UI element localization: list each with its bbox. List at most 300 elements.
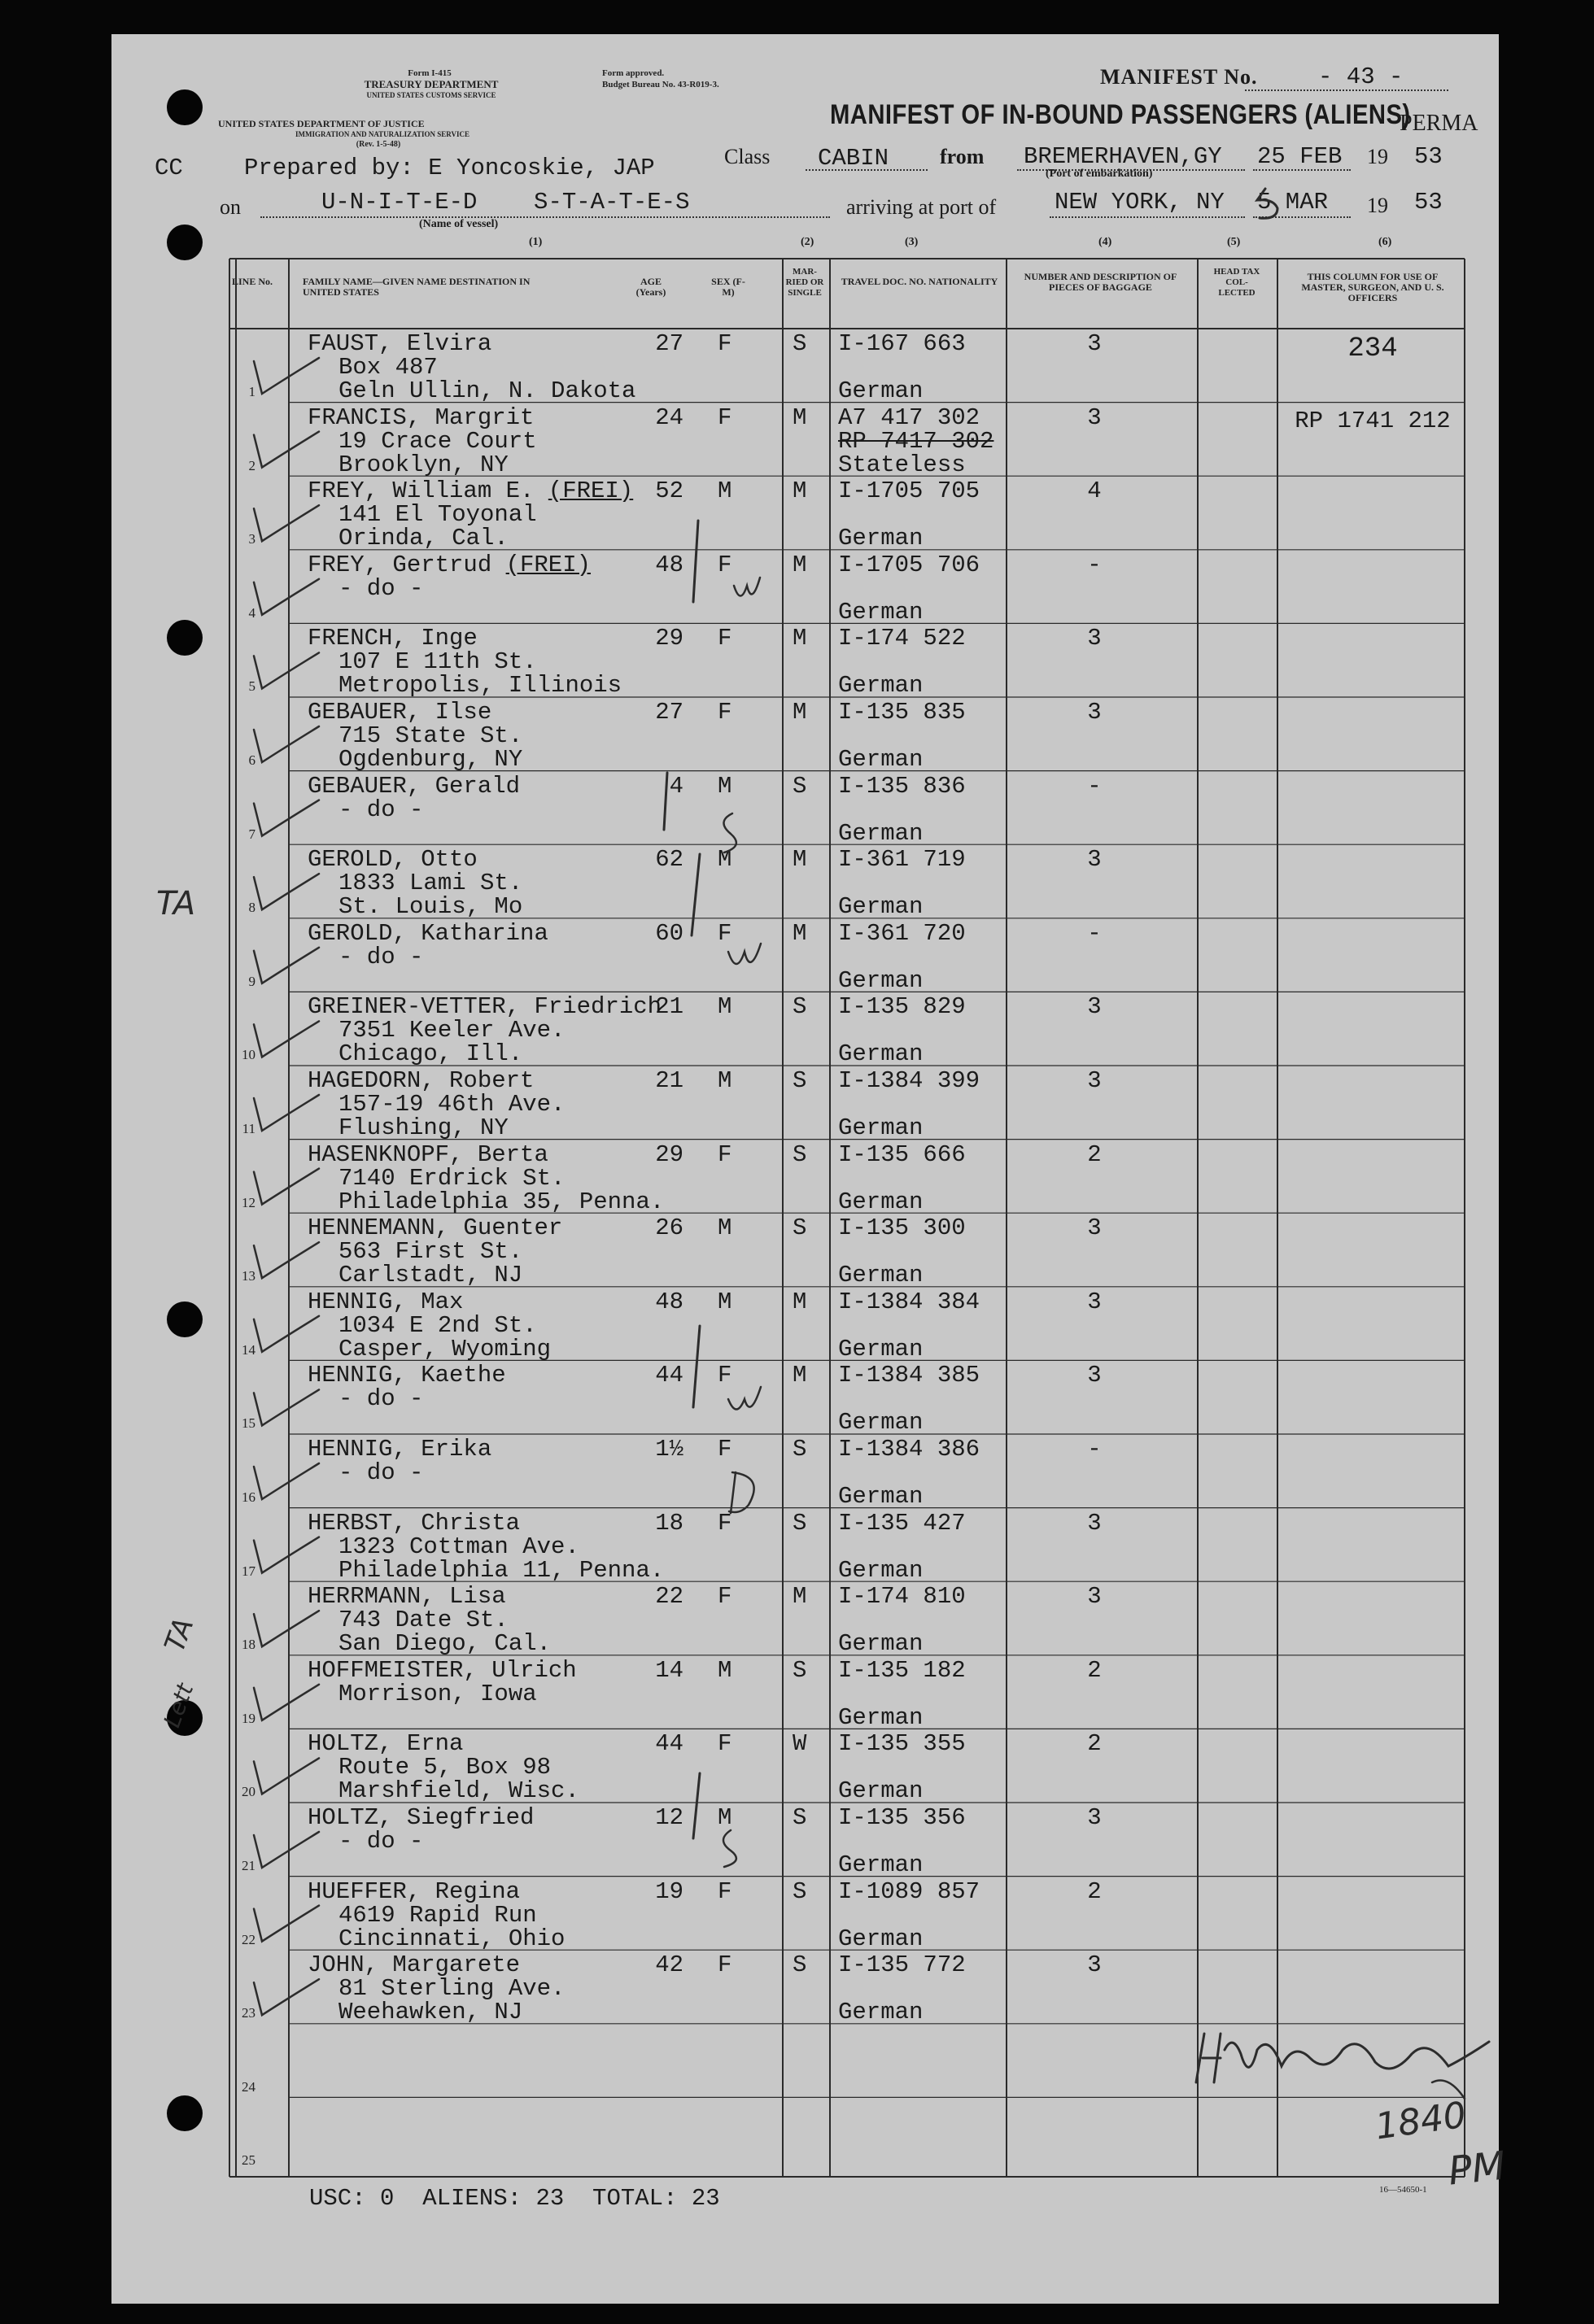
table-row	[0, 1066, 1594, 1140]
baggage-count: 4	[1087, 477, 1102, 505]
marital-status: M	[793, 1362, 807, 1389]
destination-line-1: 107 E 11th St.	[338, 648, 537, 676]
table-row	[0, 1877, 1594, 1951]
table-row	[0, 1434, 1594, 1508]
line-number: 14	[242, 1341, 255, 1358]
marital-status: S	[793, 1067, 807, 1094]
marital-status: M	[793, 477, 807, 505]
cc-mark: CC	[155, 155, 183, 181]
passenger-sex: M	[718, 477, 732, 505]
passenger-age: 22	[655, 1583, 683, 1611]
marital-status: W	[793, 1730, 807, 1758]
marital-status: M	[793, 699, 807, 726]
dept-justice: UNITED STATES DEPARTMENT OF JUSTICE	[218, 118, 425, 129]
passenger-sex: F	[718, 1951, 732, 1979]
treasury-dept: TREASURY DEPARTMENT	[364, 78, 499, 90]
travel-doc-number: I-174 522	[838, 625, 966, 652]
nationality: German	[838, 1925, 924, 1952]
line-number: 21	[242, 1858, 255, 1873]
passenger-name: FRANCIS, Margrit	[308, 403, 535, 431]
baggage-count: 2	[1087, 1140, 1102, 1168]
passenger-sex: M	[718, 1656, 732, 1684]
passenger-name: HOLTZ, Siegfried	[308, 1804, 535, 1831]
passenger-sex: M	[718, 1214, 732, 1242]
passenger-age: 48	[655, 551, 683, 578]
nationality: German	[838, 746, 924, 773]
marital-status: S	[793, 1509, 807, 1537]
revision: (Rev. 1-5-48)	[356, 140, 401, 149]
table-row	[0, 771, 1594, 845]
travel-doc-number: I-1384 399	[838, 1067, 980, 1094]
col-header-head-tax: HEAD TAX COL-LECTED	[1213, 267, 1260, 298]
line-number: 19	[242, 1710, 255, 1726]
travel-doc-number: I-1384 385	[838, 1362, 980, 1389]
passenger-sex: M	[718, 1067, 732, 1094]
baggage-count: 3	[1087, 1067, 1102, 1094]
passenger-sex: F	[718, 1509, 732, 1537]
table-row	[0, 329, 1594, 403]
destination-line-1: - do -	[338, 574, 424, 602]
port-embark-label: (Port of embarkation)	[1046, 168, 1153, 180]
destination-line-1: 563 First St.	[338, 1238, 523, 1266]
passenger-age: 42	[655, 1951, 683, 1979]
line-number: 15	[242, 1415, 255, 1432]
manifest-no-label: MANIFEST No.	[1100, 65, 1258, 89]
ins-service: IMMIGRATION AND NATURALIZATION SERVICE	[295, 130, 469, 138]
line-number: 18	[242, 1637, 255, 1653]
destination-line-1: Box 487	[338, 354, 438, 381]
line-number: 8	[248, 900, 255, 916]
destination-line-2: San Diego, Cal.	[338, 1630, 552, 1658]
nationality: German	[838, 672, 924, 700]
officer-note: RP 1741 212	[1295, 407, 1451, 434]
officer-note: 234	[1347, 334, 1398, 364]
table-row	[0, 403, 1594, 477]
nationality: German	[838, 1777, 924, 1805]
travel-doc-number: I-1705 705	[838, 477, 980, 505]
struck-doc-number: RP 7417 302	[838, 427, 994, 455]
destination-line-2: Casper, Wyoming	[338, 1335, 552, 1363]
destination-line-1: 1034 E 2nd St.	[338, 1311, 537, 1339]
arrival-year-prefix: 19	[1367, 194, 1388, 217]
nationality: German	[838, 1630, 924, 1658]
destination-line-1: 7351 Keeler Ave.	[338, 1017, 566, 1044]
destination-line-1: 4619 Rapid Run	[338, 1901, 537, 1929]
table-row	[0, 1581, 1594, 1658]
destination-line-2: Cincinnati, Ohio	[338, 1925, 566, 1952]
marital-status: S	[793, 1214, 807, 1242]
destination-line-2: Flushing, NY	[338, 1114, 509, 1141]
table-row	[0, 623, 1594, 700]
passenger-sex: M	[718, 846, 732, 874]
passenger-name: HENNIG, Max	[308, 1288, 464, 1315]
passenger-age: 4	[669, 772, 683, 800]
baggage-count: 3	[1087, 1214, 1102, 1242]
destination-line-2: Philadelphia 11, Penna.	[338, 1556, 665, 1584]
line-number: 3	[248, 531, 255, 547]
destination-line-2: Carlstadt, NJ	[338, 1262, 523, 1289]
table-row	[0, 918, 1594, 992]
marital-status: S	[793, 1140, 807, 1168]
marital-status: S	[793, 772, 807, 800]
destination-line-1: 19 Crace Court	[338, 427, 537, 455]
passenger-name: HOFFMEISTER, Ulrich	[308, 1656, 577, 1684]
travel-doc-number: I-174 810	[838, 1583, 966, 1611]
baggage-count: 3	[1087, 1583, 1102, 1611]
passenger-age: 19	[655, 1877, 683, 1905]
travel-doc-number: I-1384 384	[838, 1288, 980, 1315]
nationality: German	[838, 1556, 924, 1584]
destination-line-1: Morrison, Iowa	[338, 1680, 537, 1707]
marital-status: M	[793, 846, 807, 874]
travel-doc-number: I-135 829	[838, 993, 966, 1021]
signature-ampm: PM	[1446, 2143, 1509, 2195]
print-code: 16—54650-1	[1379, 2185, 1427, 2195]
totals-line: USC: 0 ALIENS: 23 TOTAL: 23	[309, 2185, 720, 2212]
vessel-name: U-N-I-T-E-D S-T-A-T-E-S	[321, 189, 690, 216]
embark-date: 25 FEB	[1257, 143, 1343, 170]
travel-doc-number: I-135 182	[838, 1656, 966, 1684]
line-number: 22	[242, 1931, 255, 1947]
passenger-sex: M	[718, 772, 732, 800]
manifest-no-value: - 43 -	[1318, 63, 1404, 90]
travel-doc-number: I-361 719	[838, 846, 966, 874]
baggage-count: 3	[1087, 1804, 1102, 1831]
passenger-sex: M	[718, 993, 732, 1021]
passenger-name: JOHN, Margarete	[308, 1951, 521, 1979]
passenger-sex: F	[718, 1362, 732, 1389]
line-number: 7	[248, 826, 255, 842]
destination-line-1: - do -	[338, 796, 424, 823]
column-index: (1)	[529, 236, 543, 248]
line-number: 9	[248, 973, 255, 989]
travel-doc-number: I-1705 706	[838, 551, 980, 578]
passenger-sex: M	[718, 1288, 732, 1315]
col-header-officers: THIS COLUMN FOR USE OF MASTER, SURGEON, AND U. S. OFFICERS	[1301, 271, 1444, 303]
destination-line-1: 157-19 46th Ave.	[338, 1091, 566, 1118]
passenger-sex: F	[718, 330, 732, 357]
table-row	[0, 992, 1594, 1066]
table-row	[0, 476, 1594, 550]
baggage-count: 2	[1087, 1656, 1102, 1684]
passenger-name: GREINER-VETTER, Friedrich	[308, 993, 662, 1021]
table-row	[0, 550, 1594, 624]
baggage-count: 2	[1087, 1877, 1102, 1905]
passenger-age: 21	[655, 1067, 683, 1094]
baggage-count: 3	[1087, 403, 1102, 431]
form-number: Form I-415	[408, 68, 452, 78]
marital-status: M	[793, 551, 807, 578]
line-number: 20	[242, 1784, 255, 1800]
budget-bureau: Budget Bureau No. 43-R019-3.	[602, 80, 719, 89]
destination-line-2: Brooklyn, NY	[338, 451, 509, 478]
baggage-count: 3	[1087, 1951, 1102, 1979]
marital-status: M	[793, 1583, 807, 1611]
passenger-age: 29	[655, 625, 683, 652]
baggage-count: 3	[1087, 1362, 1102, 1389]
passenger-sex: F	[718, 919, 732, 947]
line-number: 11	[242, 1121, 255, 1136]
col-header-married: MAR-RIED OR SINGLE	[785, 267, 824, 298]
line-number: 25	[242, 2152, 255, 2169]
table-row	[0, 1360, 1594, 1437]
nationality: German	[838, 598, 924, 626]
passenger-age: 14	[655, 1656, 683, 1684]
baggage-count: -	[1087, 772, 1102, 800]
destination-line-1: 7140 Erdrick St.	[338, 1164, 566, 1192]
baggage-count: 3	[1087, 1288, 1102, 1315]
passenger-name: GEROLD, Katharina	[308, 919, 548, 947]
travel-doc-number: I-135 666	[838, 1140, 966, 1168]
baggage-count: 3	[1087, 993, 1102, 1021]
nationality: German	[838, 1114, 924, 1141]
travel-doc-number: I-361 720	[838, 919, 966, 947]
passenger-sex: F	[718, 1877, 732, 1905]
arrival-date: 5 MAR	[1257, 189, 1329, 216]
line-number: 12	[242, 1194, 255, 1210]
passenger-age: 60	[655, 919, 683, 947]
line-number: 2	[248, 457, 255, 473]
perma-text: PERMA	[1400, 111, 1478, 136]
baggage-count: -	[1087, 919, 1102, 947]
nationality: German	[838, 819, 924, 847]
passenger-age: 27	[655, 330, 683, 357]
line-number: 23	[242, 2005, 255, 2021]
travel-doc-number: I-135 836	[838, 772, 966, 800]
baggage-count: 3	[1087, 1509, 1102, 1537]
destination-line-2: Chicago, Ill.	[338, 1040, 523, 1068]
travel-doc-number: I-135 772	[838, 1951, 966, 1979]
baggage-count: -	[1087, 1436, 1102, 1463]
travel-doc-number: I-135 835	[838, 699, 966, 726]
baggage-count: 3	[1087, 846, 1102, 874]
vessel-label: (Name of vessel)	[419, 218, 499, 230]
col-header-travel-doc: TRAVEL DOC. NO. NATIONALITY	[841, 276, 998, 287]
col-header-sex: SEX (F-M)	[711, 276, 745, 298]
passenger-sex: F	[718, 551, 732, 578]
nationality: German	[838, 1262, 924, 1289]
table-row	[0, 1950, 1594, 2024]
destination-line-2: Orinda, Cal.	[338, 525, 509, 552]
col-header-name: FAMILY NAME—GIVEN NAME DESTINATION IN UNITED STATES	[303, 276, 531, 298]
marital-status: M	[793, 1288, 807, 1315]
passenger-sex: F	[718, 1436, 732, 1463]
passenger-sex: F	[718, 403, 732, 431]
passenger-age: 21	[655, 993, 683, 1021]
nationality: German	[838, 1999, 924, 2026]
embark-year: 53	[1414, 143, 1443, 170]
passenger-age: 24	[655, 403, 683, 431]
passenger-sex: F	[718, 1583, 732, 1611]
destination-line-2: Metropolis, Illinois	[338, 672, 622, 700]
signature-time: 1840	[1372, 2094, 1469, 2148]
marital-status: S	[793, 1804, 807, 1831]
col-header-line: LINE No.	[232, 276, 273, 287]
baggage-count: 3	[1087, 699, 1102, 726]
passenger-sex: F	[718, 699, 732, 726]
name-alias: (FREI)	[505, 551, 592, 578]
table-row	[0, 1213, 1594, 1287]
passenger-age: 18	[655, 1509, 683, 1537]
passenger-name: HERRMANN, Lisa	[308, 1583, 506, 1611]
embark-year-prefix: 19	[1367, 145, 1388, 168]
passenger-name: GEBAUER, Ilse	[308, 699, 492, 726]
marital-status: S	[793, 1656, 807, 1684]
baggage-count: 3	[1087, 330, 1102, 357]
passenger-sex: F	[718, 1730, 732, 1758]
on-label: on	[220, 195, 241, 219]
table-row	[0, 697, 1594, 771]
marital-status: S	[793, 993, 807, 1021]
line-number: 4	[248, 604, 255, 621]
table-row	[0, 2024, 1594, 2098]
name-alias: (FREI)	[548, 477, 634, 505]
passenger-name: HAGEDORN, Robert	[308, 1067, 535, 1094]
margin-ta-note-2: TA	[158, 1613, 201, 1657]
margin-lett-note: Lett	[158, 1680, 199, 1731]
travel-doc-number: I-167 663	[838, 330, 966, 357]
line-number: 16	[242, 1489, 255, 1505]
passenger-name: GEROLD, Otto	[308, 846, 478, 874]
nationality: German	[838, 893, 924, 921]
destination-line-2: Marshfield, Wisc.	[338, 1777, 579, 1805]
baggage-count: 3	[1087, 625, 1102, 652]
destination-line-1: - do -	[338, 1385, 424, 1413]
col-header-baggage: NUMBER AND DESCRIPTION OF PIECES OF BAGGAGE	[1024, 271, 1177, 293]
column-index: (4)	[1098, 236, 1112, 248]
nationality: Stateless	[838, 451, 966, 478]
nationality: German	[838, 1040, 924, 1068]
passenger-sex: F	[718, 625, 732, 652]
customs-service: UNITED STATES CUSTOMS SERVICE	[366, 91, 496, 99]
line-number: 6	[248, 752, 255, 768]
table-row	[0, 1140, 1594, 1214]
destination-line-1: 715 State St.	[338, 722, 523, 749]
column-index: (3)	[905, 236, 919, 248]
destination-line-1: 1833 Lami St.	[338, 870, 523, 897]
passenger-name: HENNIG, Kaethe	[308, 1362, 506, 1389]
marital-status: M	[793, 403, 807, 431]
line-number: 1	[248, 384, 255, 399]
passenger-age: 62	[655, 846, 683, 874]
nationality: German	[838, 1703, 924, 1731]
margin-ta-note: TA	[156, 885, 196, 922]
nationality: German	[838, 525, 924, 552]
destination-line-2: Geln Ullin, N. Dakota	[338, 377, 636, 404]
travel-doc-number: I-135 427	[838, 1509, 966, 1537]
from-value: BREMERHAVEN,GY	[1024, 143, 1222, 170]
passenger-age: 26	[655, 1214, 683, 1242]
baggage-count: -	[1087, 551, 1102, 578]
manifest-title: MANIFEST OF IN-BOUND PASSENGERS (ALIENS)	[830, 99, 1411, 130]
marital-status: S	[793, 1877, 807, 1905]
marital-status: S	[793, 1951, 807, 1979]
passenger-name: GEBAUER, Gerald	[308, 772, 521, 800]
travel-doc-number: I-135 355	[838, 1730, 966, 1758]
marital-status: S	[793, 1436, 807, 1463]
passenger-age: 48	[655, 1288, 683, 1315]
table-row	[0, 1803, 1594, 1877]
passenger-name: HUEFFER, Regina	[308, 1877, 521, 1905]
passenger-name: HENNEMANN, Guenter	[308, 1214, 563, 1242]
passenger-name: HASENKNOPF, Berta	[308, 1140, 548, 1168]
class-label: Class	[724, 145, 771, 168]
marital-status: M	[793, 919, 807, 947]
destination-line-1: 743 Date St.	[338, 1607, 509, 1634]
destination-line-1: 1323 Cottman Ave.	[338, 1533, 579, 1560]
passenger-age: 1½	[655, 1436, 683, 1463]
travel-doc-number: I-135 300	[838, 1214, 966, 1242]
marital-status: M	[793, 625, 807, 652]
passenger-name: FRENCH, Inge	[308, 625, 478, 652]
destination-line-2: Weehawken, NJ	[338, 1999, 523, 2026]
travel-doc-number: I-1089 857	[838, 1877, 980, 1905]
destination-line-1: - do -	[338, 943, 424, 970]
baggage-count: 2	[1087, 1730, 1102, 1758]
line-number: 17	[242, 1563, 255, 1579]
class-value: CABIN	[818, 145, 889, 172]
travel-doc-number: I-1384 386	[838, 1436, 980, 1463]
destination-line-2: Ogdenburg, NY	[338, 746, 523, 773]
nationality: German	[838, 1188, 924, 1215]
marital-status: S	[793, 330, 807, 357]
line-number: 24	[242, 2078, 255, 2095]
nationality: German	[838, 1851, 924, 1878]
table-row	[0, 1287, 1594, 1361]
destination-line-1: - do -	[338, 1459, 424, 1486]
destination-line-1: 81 Sterling Ave.	[338, 1975, 566, 2003]
arrival-year: 53	[1414, 189, 1443, 216]
destination-line-1: Route 5, Box 98	[338, 1754, 552, 1781]
destination-line-1: 141 El Toyonal	[338, 501, 537, 529]
passenger-name: FAUST, Elvira	[308, 330, 492, 357]
prepared-by: Prepared by: E Yoncoskie, JAP	[244, 155, 655, 181]
passenger-age: 52	[655, 477, 683, 505]
column-index: (6)	[1378, 236, 1392, 248]
passenger-name: HOLTZ, Erna	[308, 1730, 464, 1758]
destination-line-2: St. Louis, Mo	[338, 893, 523, 921]
nationality: German	[838, 1483, 924, 1510]
arrival-port: NEW YORK, NY	[1055, 189, 1225, 216]
table-row	[0, 1729, 1594, 1803]
form-approved: Form approved.	[602, 68, 665, 78]
table-row	[0, 1655, 1594, 1729]
nationality: German	[838, 1409, 924, 1437]
passenger-age: 27	[655, 699, 683, 726]
passenger-name: HERBST, Christa	[308, 1509, 521, 1537]
table-row	[0, 844, 1594, 921]
table-row	[0, 1508, 1594, 1582]
destination-line-1: - do -	[338, 1828, 424, 1855]
passenger-name: FREY, Gertrud	[308, 551, 492, 578]
passenger-name: FREY, William E.	[308, 477, 535, 505]
nationality: German	[838, 377, 924, 404]
column-index: (5)	[1227, 236, 1241, 248]
line-number: 5	[248, 678, 255, 695]
line-number: 10	[242, 1047, 255, 1063]
passenger-sex: F	[718, 1140, 732, 1168]
nationality: German	[838, 1335, 924, 1363]
passenger-age: 12	[655, 1804, 683, 1831]
column-index: (2)	[801, 236, 814, 248]
from-label: from	[940, 145, 985, 168]
passenger-name: HENNIG, Erika	[308, 1436, 492, 1463]
table-row	[0, 2097, 1594, 2171]
travel-doc-number: A7 417 302	[838, 403, 980, 431]
nationality: German	[838, 966, 924, 994]
destination-line-2: Philadelphia 35, Penna.	[338, 1188, 665, 1215]
passenger-age: 44	[655, 1730, 683, 1758]
